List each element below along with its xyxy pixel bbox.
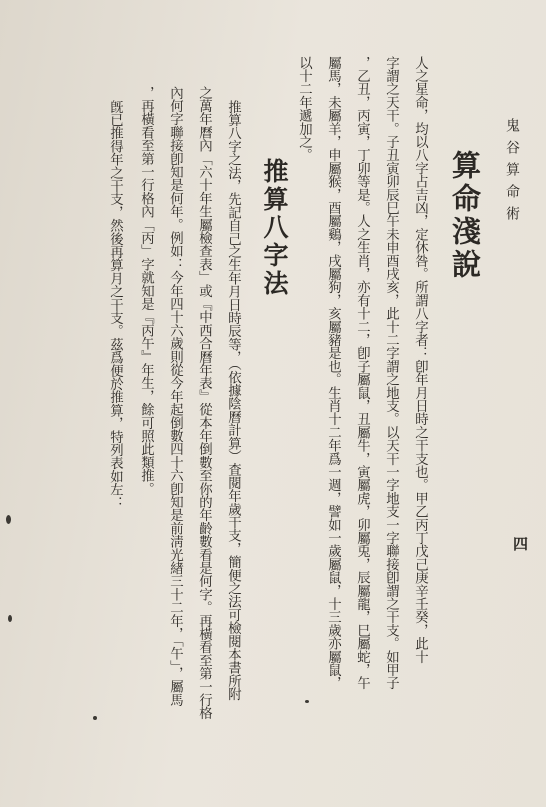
section1-line-3: ，乙丑，丙寅，丁卯等是。人之生肖，亦有十二，卽子屬鼠，丑屬牛，寅屬虎，卯屬兎，辰屬龍，巳屬蛇，午 xyxy=(354,56,370,690)
section2-line-4: ，再橫看至第一行格內「丙」字就知是『丙午』年生，餘可照此類推。 xyxy=(138,86,154,496)
section2-line-5: 旣已推得年之干支，然後再算月之干支。茲爲便於推算，特列表如左： xyxy=(107,100,123,510)
section1-line-1: 人之星命，均以八字占吉凶，定休咎。所謂八字者：卽年月日時之干支也。甲乙丙丁戊己庚辛壬癸，此十 xyxy=(412,56,428,664)
print-speck xyxy=(6,515,11,524)
section-title-tuisuan-bazi-fa: 推算八字法 xyxy=(260,158,289,298)
section1-line-4: 屬馬，未屬羊，申屬猴，酉屬鷄，戌屬狗，亥屬豬是也。生肖十二年爲一週，譬如一歲屬鼠，十三歲亦屬鼠， xyxy=(325,56,341,690)
section1-line-5: 以十二年遞加之。 xyxy=(296,56,312,162)
page-number: 四 xyxy=(511,536,529,551)
print-speck xyxy=(8,615,12,622)
print-speck xyxy=(305,700,309,703)
running-head: 鬼谷算命術 xyxy=(504,118,520,228)
section2-line-3: 內何字聯接卽知是何年。例如：今年四十六歲則從今年起倒數四十六卽知是前淸光緖三十二年，「午」，屬馬 xyxy=(167,86,183,707)
section1-line-2: 字謂之天干。子丑寅卯辰巳午未申酉戌亥，此十二字謂之地支。以天干一字地支一字聯接卽謂之干支。如甲子 xyxy=(383,56,399,690)
section-title-suanming-qianshuo: 算命淺說 xyxy=(448,150,482,282)
section2-line-2: 之萬年曆內「六十年生屬檢查表」或『中西合曆年表』從本年倒數至你的年齡數看是何字。再橫看至第一行格 xyxy=(196,86,212,720)
section2-line-1: 推算八字之法，先記自己之生年月日時辰等，（依據陰曆計算）査閱年歲干支，簡便之法可檢閱本書所附 xyxy=(225,100,241,701)
print-speck xyxy=(93,716,97,720)
